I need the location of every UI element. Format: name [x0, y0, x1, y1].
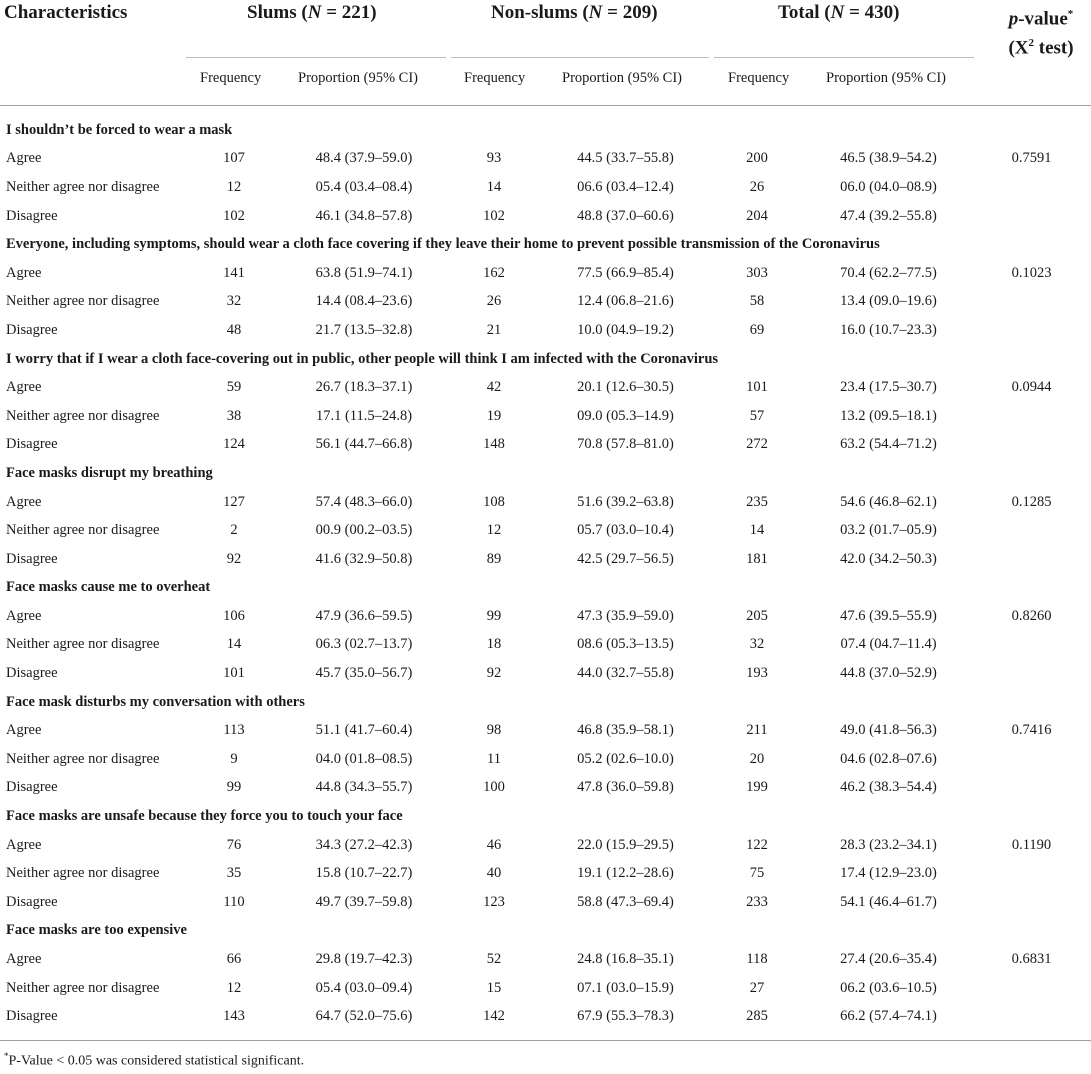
total-frequency: 285	[746, 1008, 768, 1025]
slums-frequency: 127	[223, 493, 245, 510]
nonslums-rule	[451, 57, 709, 58]
total-proportion: 63.2 (54.4–71.2)	[840, 436, 937, 453]
slums-proportion: 14.4 (08.4–23.6)	[315, 293, 413, 310]
slums-frequency: 106	[223, 607, 245, 624]
slums-frequency: 12	[226, 979, 242, 996]
pvalue-cell	[972, 774, 1091, 803]
total-proportion: 47.4 (39.2–55.8)	[840, 207, 937, 224]
pvalue-cell	[972, 1002, 1091, 1031]
response-label: Disagree	[6, 550, 58, 567]
section-row	[0, 230, 1091, 259]
nonslums-frequency: 108	[483, 493, 505, 510]
slums-proportion: 45.7 (35.0–56.7)	[315, 665, 413, 682]
total-frequency: 181	[746, 550, 768, 567]
table-row	[0, 659, 1091, 688]
table-row	[0, 945, 1091, 974]
nonslums-frequency: 19	[486, 407, 502, 424]
pvalue-cell: 0.1023	[1011, 264, 1052, 281]
slums-frequency: 14	[226, 636, 242, 653]
pvalue-cell	[972, 859, 1091, 888]
slums-proportion: 51.1 (41.7–60.4)	[315, 722, 413, 739]
slums-heading: Slums (N = 221)	[247, 2, 377, 23]
total-frequency: 58	[749, 293, 765, 310]
pvalue-cell	[972, 888, 1091, 917]
table-row	[0, 288, 1091, 317]
section-title: Face mask disturbs my conversation with others	[6, 693, 305, 710]
slums-frequency: 35	[226, 865, 242, 882]
response-label: Neither agree nor disagree	[6, 407, 160, 424]
nonslums-frequency: 148	[483, 436, 505, 453]
slums-proportion: 56.1 (44.7–66.8)	[315, 436, 413, 453]
nonslums-proportion-heading: Proportion (95% CI)	[562, 70, 683, 86]
nonslums-frequency: 40	[486, 865, 502, 882]
pvalue-cell	[972, 516, 1091, 545]
response-label: Agree	[6, 836, 42, 853]
slums-proportion: 34.3 (27.2–42.3)	[315, 836, 413, 853]
response-label: Agree	[6, 150, 42, 167]
slums-frequency: 32	[226, 293, 242, 310]
nonslums-frequency: 11	[487, 750, 501, 767]
total-proportion: 46.5 (38.9–54.2)	[840, 150, 937, 167]
pvalue-cell	[972, 173, 1091, 202]
total-frequency: 272	[746, 436, 768, 453]
nonslums-frequency: 98	[486, 722, 502, 739]
pvalue-cell	[972, 288, 1091, 317]
total-frequency: 205	[746, 607, 768, 624]
pvalue-cell: 0.7416	[1011, 722, 1052, 739]
slums-frequency: 110	[223, 893, 245, 910]
nonslums-proportion: 67.9 (55.3–78.3)	[577, 1008, 674, 1025]
table-row	[0, 316, 1091, 345]
pvalue-cell	[972, 402, 1091, 431]
nonslums-proportion: 48.8 (37.0–60.6)	[577, 207, 674, 224]
total-frequency: 199	[746, 779, 768, 796]
slums-proportion: 63.8 (51.9–74.1)	[315, 264, 413, 281]
total-proportion: 49.0 (41.8–56.3)	[840, 722, 937, 739]
section-title: I worry that if I wear a cloth face-covering out in public, other people will think I am infected with the Coronavirus	[6, 350, 719, 367]
nonslums-frequency-heading: Frequency	[464, 70, 526, 86]
slums-proportion: 26.7 (18.3–37.1)	[315, 379, 413, 396]
footer-rule	[0, 1040, 1091, 1041]
nonslums-proportion: 19.1 (12.2–28.6)	[577, 865, 674, 882]
nonslums-proportion: 07.1 (03.0–15.9)	[577, 979, 674, 996]
slums-frequency: 38	[226, 407, 242, 424]
total-proportion: 07.4 (04.7–11.4)	[840, 636, 937, 653]
slums-frequency: 59	[226, 379, 242, 396]
response-label: Neither agree nor disagree	[6, 636, 160, 653]
total-proportion: 17.4 (12.9–23.0)	[840, 865, 937, 882]
section-title: Everyone, including symptoms, should wear a cloth face covering if they leave their home to prevent possible transmission of the Coronavirus	[6, 236, 880, 253]
table-row	[0, 716, 1091, 745]
slums-proportion: 04.0 (01.8–08.5)	[315, 750, 413, 767]
total-proportion: 47.6 (39.5–55.9)	[840, 607, 937, 624]
pvalue-cell: 0.1190	[1011, 836, 1052, 853]
section-row	[0, 574, 1091, 603]
total-proportion: 04.6 (02.8–07.6)	[840, 750, 937, 767]
total-proportion: 13.2 (09.5–18.1)	[840, 407, 937, 424]
nonslums-proportion: 47.8 (36.0–59.8)	[577, 779, 674, 796]
nonslums-proportion: 12.4 (06.8–21.6)	[577, 293, 674, 310]
section-title: Face masks cause me to overheat	[6, 579, 211, 596]
slums-proportion: 41.6 (32.9–50.8)	[315, 550, 413, 567]
nonslums-frequency: 162	[483, 264, 505, 281]
table-row	[0, 1002, 1091, 1031]
nonslums-proportion: 42.5 (29.7–56.5)	[577, 550, 674, 567]
nonslums-proportion: 06.6 (03.4–12.4)	[577, 178, 674, 195]
slums-frequency: 12	[226, 178, 242, 195]
nonslums-frequency: 21	[486, 321, 502, 338]
section-row	[0, 917, 1091, 946]
table-row	[0, 402, 1091, 431]
nonslums-frequency: 89	[486, 550, 502, 567]
total-proportion: 44.8 (37.0–52.9)	[840, 665, 937, 682]
section-row	[0, 116, 1091, 145]
total-frequency: 235	[746, 493, 768, 510]
table-row	[0, 831, 1091, 860]
section-row	[0, 345, 1091, 374]
response-label: Agree	[6, 722, 42, 739]
nonslums-frequency: 100	[483, 779, 505, 796]
nonslums-frequency: 26	[486, 293, 502, 310]
section-row	[0, 688, 1091, 717]
table-row	[0, 173, 1091, 202]
total-frequency: 200	[746, 150, 768, 167]
pvalue-heading: p-value* ($X^2$ test)	[1008, 8, 1074, 59]
total-proportion: 16.0 (10.7–23.3)	[840, 321, 937, 338]
total-frequency-heading: Frequency	[728, 70, 790, 86]
slums-frequency: 141	[223, 264, 245, 281]
slums-frequency-heading: Frequency	[200, 70, 262, 86]
slums-proportion: 29.8 (19.7–42.3)	[315, 951, 413, 968]
nonslums-frequency: 46	[486, 836, 502, 853]
slums-frequency: 102	[223, 207, 245, 224]
slums-rule	[186, 57, 446, 58]
pvalue-cell	[972, 659, 1091, 688]
slums-frequency: 92	[226, 550, 242, 567]
nonslums-proportion: 46.8 (35.9–58.1)	[577, 722, 674, 739]
pvalue-cell: 0.7591	[1011, 150, 1052, 167]
slums-proportion: 05.4 (03.0–09.4)	[315, 979, 413, 996]
slums-proportion: 49.7 (39.7–59.8)	[315, 893, 413, 910]
data-table	[0, 116, 1091, 1031]
total-frequency: 69	[749, 321, 765, 338]
total-frequency: 75	[749, 865, 765, 882]
slums-proportion: 57.4 (48.3–66.0)	[315, 493, 413, 510]
slums-frequency: 99	[226, 779, 242, 796]
response-label: Disagree	[6, 321, 58, 338]
slums-proportion: 48.4 (37.9–59.0)	[315, 150, 413, 167]
total-proportion: 70.4 (62.2–77.5)	[840, 264, 937, 281]
response-label: Disagree	[6, 779, 58, 796]
slums-frequency: 76	[226, 836, 242, 853]
total-frequency: 193	[746, 665, 768, 682]
total-proportion: 46.2 (38.3–54.4)	[840, 779, 937, 796]
nonslums-frequency: 15	[486, 979, 502, 996]
slums-proportion: 21.7 (13.5–32.8)	[315, 321, 413, 338]
nonslums-proportion: 44.5 (33.7–55.8)	[577, 150, 674, 167]
total-proportion: 03.2 (01.7–05.9)	[840, 522, 937, 539]
table-row	[0, 202, 1091, 231]
table-row	[0, 488, 1091, 517]
table-row	[0, 888, 1091, 917]
table-row	[0, 774, 1091, 803]
response-label: Disagree	[6, 893, 58, 910]
total-proportion: 06.2 (03.6–10.5)	[840, 979, 937, 996]
slums-frequency: 107	[223, 150, 245, 167]
table-row	[0, 745, 1091, 774]
response-label: Neither agree nor disagree	[6, 979, 160, 996]
pvalue-cell	[972, 631, 1091, 660]
slums-proportion-heading: Proportion (95% CI)	[298, 70, 419, 86]
nonslums-proportion: 58.8 (47.3–69.4)	[577, 893, 674, 910]
pvalue-cell	[972, 745, 1091, 774]
response-label: Neither agree nor disagree	[6, 178, 160, 195]
response-label: Neither agree nor disagree	[6, 865, 160, 882]
pvalue-cell: 0.1285	[1011, 493, 1052, 510]
total-frequency: 303	[746, 264, 768, 281]
nonslums-proportion: 44.0 (32.7–55.8)	[577, 665, 674, 682]
total-frequency: 27	[749, 979, 765, 996]
response-label: Agree	[6, 264, 42, 281]
nonslums-proportion: 09.0 (05.3–14.9)	[577, 407, 674, 424]
total-proportion: 13.4 (09.0–19.6)	[840, 293, 937, 310]
nonslums-heading: Non-slums (N = 209)	[491, 2, 658, 23]
total-frequency: 233	[746, 893, 768, 910]
response-label: Neither agree nor disagree	[6, 522, 160, 539]
nonslums-frequency: 99	[486, 607, 502, 624]
total-proportion-heading: Proportion (95% CI)	[826, 70, 947, 86]
nonslums-proportion: 10.0 (04.9–19.2)	[577, 321, 674, 338]
pvalue-cell	[972, 202, 1091, 231]
total-frequency: 14	[749, 522, 765, 539]
slums-frequency: 101	[223, 665, 245, 682]
nonslums-proportion: 24.8 (16.8–35.1)	[577, 951, 674, 968]
pvalue-cell	[972, 316, 1091, 345]
total-frequency: 204	[746, 207, 768, 224]
nonslums-frequency: 123	[483, 893, 505, 910]
total-proportion: 28.3 (23.2–34.1)	[840, 836, 937, 853]
slums-frequency: 2	[230, 522, 238, 539]
table-row	[0, 373, 1091, 402]
pvalue-cell	[972, 545, 1091, 574]
section-title: Face masks are too expensive	[6, 922, 187, 939]
nonslums-frequency: 92	[486, 665, 502, 682]
table-row	[0, 516, 1091, 545]
nonslums-proportion: 05.2 (02.6–10.0)	[577, 750, 674, 767]
total-proportion: 66.2 (57.4–74.1)	[840, 1008, 937, 1025]
slums-frequency: 66	[226, 951, 242, 968]
response-label: Agree	[6, 493, 42, 510]
slums-proportion: 47.9 (36.6–59.5)	[315, 607, 413, 624]
pvalue-cell	[972, 974, 1091, 1003]
footnote: *P-Value < 0.05 was considered statistical significant.	[4, 1051, 305, 1069]
slums-proportion: 00.9 (00.2–03.5)	[315, 522, 413, 539]
nonslums-proportion: 77.5 (66.9–85.4)	[577, 264, 674, 281]
nonslums-frequency: 93	[486, 150, 502, 167]
nonslums-frequency: 52	[486, 951, 502, 968]
response-label: Agree	[6, 607, 42, 624]
nonslums-proportion: 05.7 (03.0–10.4)	[577, 522, 674, 539]
pvalue-cell: 0.0944	[1011, 379, 1052, 396]
response-label: Agree	[6, 379, 42, 396]
nonslums-proportion: 51.6 (39.2–63.8)	[577, 493, 674, 510]
slums-frequency: 143	[223, 1008, 245, 1025]
section-row	[0, 459, 1091, 488]
total-frequency: 101	[746, 379, 768, 396]
nonslums-frequency: 18	[486, 636, 502, 653]
table-row	[0, 145, 1091, 174]
total-frequency: 32	[749, 636, 765, 653]
table-row	[0, 974, 1091, 1003]
total-proportion: 27.4 (20.6–35.4)	[840, 951, 937, 968]
slums-frequency: 48	[226, 321, 242, 338]
table-row	[0, 602, 1091, 631]
response-label: Agree	[6, 951, 42, 968]
slums-frequency: 9	[230, 750, 238, 767]
slums-proportion: 44.8 (34.3–55.7)	[315, 779, 413, 796]
nonslums-frequency: 42	[486, 379, 502, 396]
response-label: Disagree	[6, 207, 58, 224]
nonslums-frequency: 14	[486, 178, 502, 195]
nonslums-frequency: 142	[483, 1008, 505, 1025]
nonslums-proportion: 20.1 (12.6–30.5)	[577, 379, 674, 396]
total-proportion: 23.4 (17.5–30.7)	[840, 379, 937, 396]
total-proportion: 54.6 (46.8–62.1)	[840, 493, 937, 510]
total-frequency: 26	[749, 178, 765, 195]
slums-proportion: 05.4 (03.4–08.4)	[315, 178, 413, 195]
total-frequency: 57	[749, 407, 765, 424]
table-row	[0, 259, 1091, 288]
slums-frequency: 124	[223, 436, 245, 453]
nonslums-frequency: 12	[486, 522, 502, 539]
response-label: Neither agree nor disagree	[6, 750, 160, 767]
response-label: Neither agree nor disagree	[6, 293, 160, 310]
table-row	[0, 431, 1091, 460]
total-rule	[714, 57, 974, 58]
nonslums-proportion: 08.6 (05.3–13.5)	[577, 636, 674, 653]
pvalue-cell	[972, 431, 1091, 460]
response-label: Disagree	[6, 436, 58, 453]
slums-proportion: 46.1 (34.8–57.8)	[315, 207, 413, 224]
characteristics-heading: Characteristics	[4, 2, 128, 23]
nonslums-frequency: 102	[483, 207, 505, 224]
nonslums-proportion: 22.0 (15.9–29.5)	[577, 836, 674, 853]
slums-proportion: 64.7 (52.0–75.6)	[315, 1008, 413, 1025]
slums-proportion: 17.1 (11.5–24.8)	[315, 407, 413, 424]
nonslums-proportion: 70.8 (57.8–81.0)	[577, 436, 674, 453]
total-frequency: 122	[746, 836, 768, 853]
nonslums-proportion: 47.3 (35.9–59.0)	[577, 607, 674, 624]
section-row	[0, 802, 1091, 831]
slums-proportion: 06.3 (02.7–13.7)	[315, 636, 413, 653]
slums-frequency: 113	[223, 722, 245, 739]
slums-proportion: 15.8 (10.7–22.7)	[315, 865, 413, 882]
total-proportion: 54.1 (46.4–61.7)	[840, 893, 937, 910]
total-frequency: 118	[746, 951, 768, 968]
section-title: Face masks disrupt my breathing	[6, 464, 213, 481]
total-frequency: 20	[749, 750, 765, 767]
response-label: Disagree	[6, 665, 58, 682]
header-bottom-rule	[0, 105, 1091, 106]
table-row	[0, 545, 1091, 574]
table-header	[0, 0, 1091, 106]
response-label: Disagree	[6, 1008, 58, 1025]
total-proportion: 06.0 (04.0–08.9)	[840, 178, 937, 195]
section-title: I shouldn’t be forced to wear a mask	[6, 121, 233, 138]
section-title: Face masks are unsafe because they force you to touch your face	[6, 808, 403, 825]
total-frequency: 211	[746, 722, 768, 739]
pvalue-cell: 0.8260	[1011, 607, 1052, 624]
table-row	[0, 859, 1091, 888]
table-row	[0, 631, 1091, 660]
pvalue-cell: 0.6831	[1011, 951, 1052, 968]
total-heading: Total (N = 430)	[778, 2, 900, 23]
total-proportion: 42.0 (34.2–50.3)	[840, 550, 937, 567]
